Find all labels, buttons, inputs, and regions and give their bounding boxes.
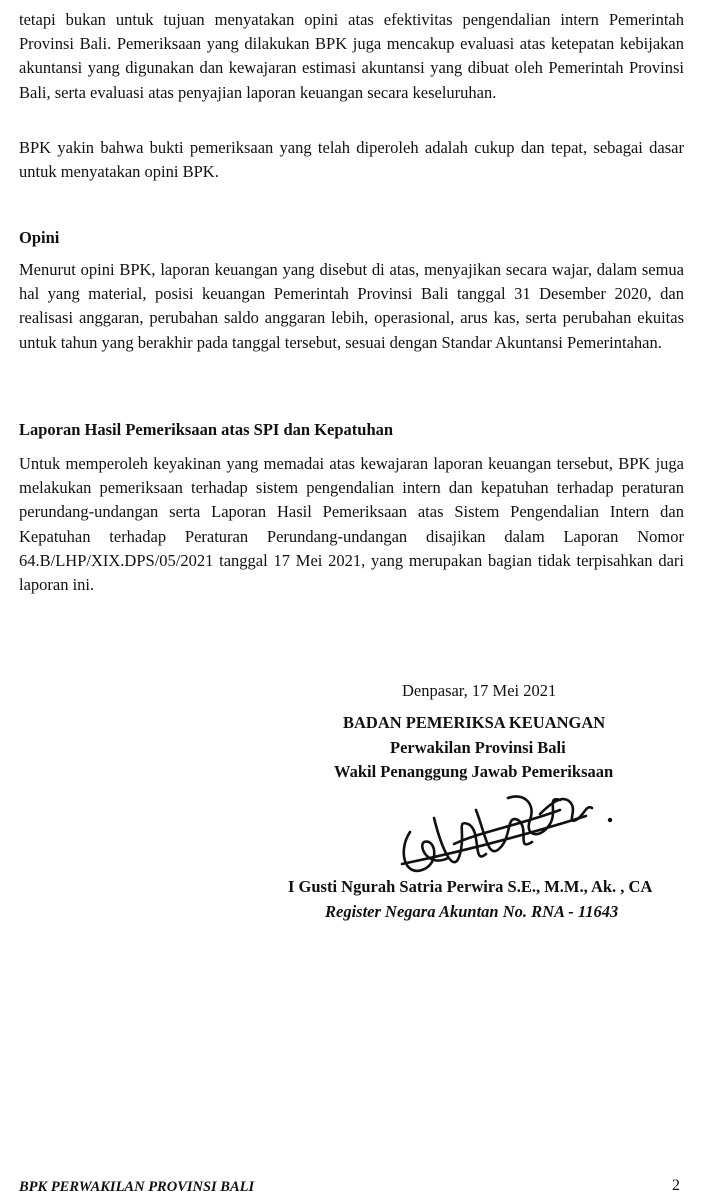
office-name: Perwakilan Provinsi Bali bbox=[390, 738, 566, 757]
signer-name: I Gusti Ngurah Satria Perwira S.E., M.M., Ak. , CA bbox=[288, 877, 653, 896]
page-number: 2 bbox=[672, 1177, 680, 1194]
signer-register: Register Negara Akuntan No. RNA - 11643 bbox=[325, 902, 619, 921]
paragraph-audit-evidence: BPK yakin bahwa bukti pemeriksaan yang telah diperoleh adalah cukup dan tepat, sebagai dasar untuk menyatakan opini BPK. bbox=[19, 138, 684, 182]
handwritten-signature bbox=[390, 780, 620, 890]
place-date: Denpasar, 17 Mei 2021 bbox=[402, 681, 557, 700]
heading-spi-kepatuhan: Laporan Hasil Pemeriksaan atas SPI dan Kepatuhan bbox=[19, 420, 394, 439]
heading-opini: Opini bbox=[19, 228, 60, 247]
paragraph-opini: Menurut opini BPK, laporan keuangan yang disebut di atas, menyajikan secara wajar, dalam semua hal yang material, posisi keuangan Pemerintah Provinsi Bali tanggal 31 Desember 2020, dan realisasi anggaran, perubahan saldo anggaran lebih, operasional, arus kas, serta perubahan ekuitas untuk tahun yang berakhir pada tanggal tersebut, sesuai dengan Standar Akuntansi Pemerintahan. bbox=[19, 260, 684, 352]
signer-role: Wakil Penanggung Jawab Pemeriksaan bbox=[334, 762, 614, 781]
institution-name: BADAN PEMERIKSA KEUANGAN bbox=[343, 713, 606, 732]
paragraph-audit-scope: tetapi bukan untuk tujuan menyatakan opini atas efektivitas pengendalian intern Pemerintah Provinsi Bali. Pemeriksaan yang dilakukan BPK juga mencakup evaluasi atas ketepatan kebijakan akuntansi yang digunakan dan kewajaran estimasi akuntansi yang dibuat oleh Pemerintah Provinsi Bali, serta evaluasi atas penyajian laporan keuangan secara keseluruhan. bbox=[19, 10, 684, 102]
footer-org: BPK PERWAKILAN PROVINSI BALI bbox=[19, 1179, 255, 1195]
paragraph-spi-kepatuhan: Untuk memperoleh keyakinan yang memadai atas kewajaran laporan keuangan tersebut, BPK juga melakukan pemeriksaan terhadap sistem pengendalian intern dan kepatuhan terhadap peraturan perundang-undangan serta Laporan Hasil Pemeriksaan atas Sistem Pengendalian Intern dan Kepatuhan terhadap Peraturan Perundang-undangan disajikan dalam Laporan Nomor 64.B/LHP/XIX.DPS/05/2021 tanggal 17 Mei 2021, yang merupakan bagian tidak terpisahkan dari laporan ini. bbox=[19, 454, 684, 595]
